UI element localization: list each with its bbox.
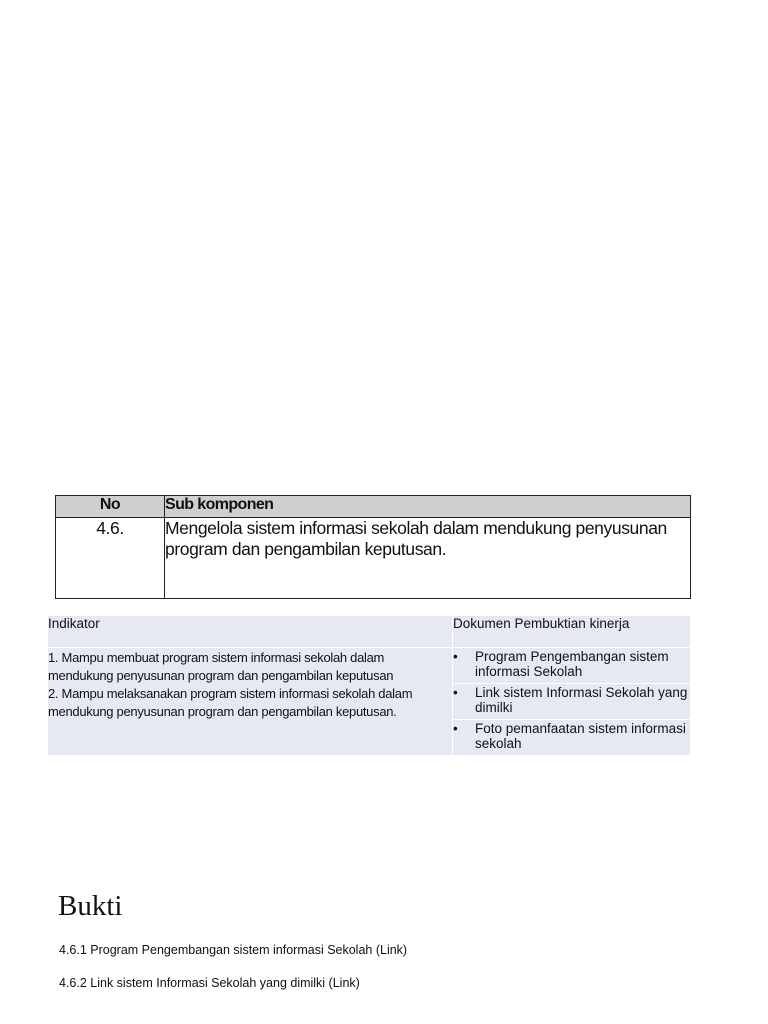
bullet-icon: •: [453, 721, 458, 736]
header-no: No: [56, 496, 165, 518]
table-header-row: [56, 496, 691, 518]
indikator-table: [47, 615, 691, 756]
bukti-link-item[interactable]: 4.6.2 Link sistem Informasi Sekolah yang dimilki (Link): [59, 976, 360, 990]
table-row: [56, 518, 691, 599]
dokumen-item-label: Link sistem Informasi Sekolah yang dimilki: [475, 685, 688, 715]
indikator-body-row: [48, 648, 690, 755]
header-dokumen: Dokumen Pembuktian kinerja: [453, 616, 690, 647]
bukti-link-item[interactable]: 4.6.1 Program Pengembangan sistem informasi Sekolah (Link): [59, 943, 408, 957]
list-item: [453, 648, 690, 683]
indikator-header-row: [48, 616, 690, 647]
bullet-icon: •: [453, 649, 458, 664]
sub-komponen-table: [55, 495, 691, 599]
row-description: Mengelola sistem informasi sekolah dalam mendukung penyusunan program dan pengambilan keputusan.: [165, 518, 691, 599]
indikator-item: 2. Mampu melaksanakan program sistem informasi sekolah dalam mendukung penyusunan program dan pengambilan keputusan.: [48, 686, 413, 719]
list-item: [453, 720, 690, 755]
header-sub-komponen: Sub komponen: [165, 496, 691, 518]
bukti-heading: Bukti: [58, 890, 123, 922]
dokumen-item-label: Program Pengembangan sistem informasi Sekolah: [475, 649, 669, 679]
dokumen-item-label: Foto pemanfaatan sistem informasi sekolah: [475, 721, 686, 751]
list-item: [453, 684, 690, 719]
bullet-icon: •: [453, 685, 458, 700]
row-number: 4.6.: [56, 518, 165, 599]
indikator-item: 1. Mampu membuat program sistem informasi sekolah dalam mendukung penyusunan program dan pengambilan keputusan: [48, 650, 394, 683]
dokumen-list: [453, 648, 690, 755]
indikator-list: [48, 648, 452, 755]
header-indikator: Indikator: [48, 616, 452, 647]
